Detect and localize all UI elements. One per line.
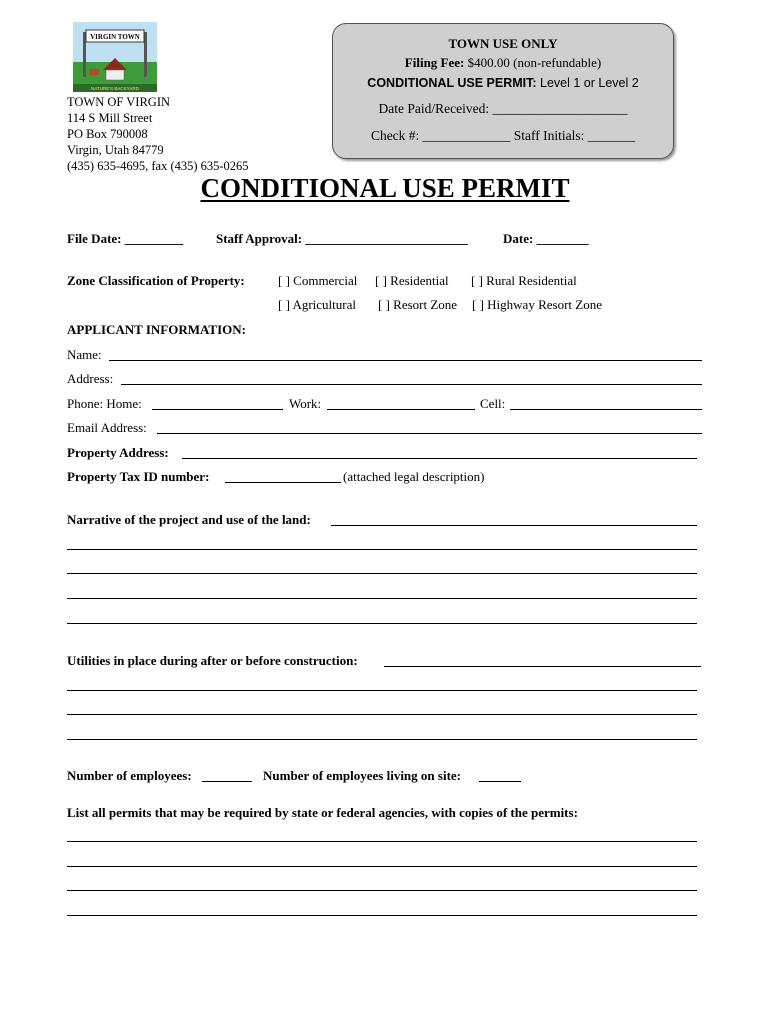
email-label: Email Address: [67,420,147,435]
employees-count-field[interactable] [202,781,252,782]
zone-rural-residential-checkbox[interactable]: [ ] Rural Residential [471,273,577,288]
narrative-line[interactable] [67,573,697,574]
narrative-line[interactable] [67,598,697,599]
zone-label: Zone Classification of Property: [67,273,245,288]
work-phone-field[interactable] [327,409,475,410]
name-field[interactable] [109,360,702,361]
narrative-field-first[interactable] [331,525,697,526]
town-city: Virgin, Utah 84779 [67,143,164,157]
tax-id-field[interactable] [225,482,341,483]
filing-fee [333,55,673,71]
zone-resort-checkbox[interactable]: [ ] Resort Zone [378,297,458,312]
address-label: Address: [67,371,114,386]
tax-id-label: Property Tax ID number: [67,469,210,484]
name-label: Name: [67,347,102,362]
property-address-label: Property Address: [67,445,169,460]
narrative-line[interactable] [67,549,697,550]
fee-label: Filing Fee: [404,55,465,70]
zone-residential-checkbox[interactable]: [ ] Residential [375,273,449,288]
box-heading: TOWN USE ONLY [448,36,558,51]
town-logo [73,22,157,92]
date-paid-field[interactable]: Date Paid/Received: ____________________ [378,101,628,116]
utilities-line[interactable] [67,714,697,715]
permits-line[interactable] [67,866,697,867]
form-title: CONDITIONAL USE PERMIT [200,173,570,203]
employees-onsite-field[interactable] [479,781,521,782]
utilities-label: Utilities in place during after or before construction: [67,653,358,668]
fee-value: $400.00 (non-refundable) [467,55,602,70]
town-address-block [67,94,249,174]
work-label: Work: [289,396,322,411]
permit-level [333,76,673,90]
permits-line[interactable] [67,915,697,916]
narrative-label: Narrative of the project and use of the land: [67,512,311,527]
town-phone: (435) 635-4695, fax (435) 635-0265 [67,159,249,173]
permits-line[interactable] [67,841,697,842]
phone-home-label: Phone: Home: [67,396,142,411]
applicant-heading: APPLICANT INFORMATION: [67,322,246,337]
town-street: 114 S Mill Street [67,111,153,125]
employees-onsite-label: Number of employees living on site: [263,768,461,783]
town-use-only-box [332,23,674,159]
employees-count-label: Number of employees: [67,768,192,783]
tax-id-note: (attached legal description) [343,469,485,484]
permit-level-label: CONDITIONAL USE PERMIT: [367,76,537,90]
cell-label: Cell: [480,396,506,411]
permits-label: List all permits that may be required by state or federal agencies, with copies of the permits: [67,805,578,820]
permit-level-value: Level 1 or Level 2 [540,76,639,90]
utilities-field-first[interactable] [384,666,701,667]
utilities-line[interactable] [67,739,697,740]
svg-text:VIRGIN TOWN: VIRGIN TOWN [90,33,140,41]
svg-text:NATURE'S BACKYARD: NATURE'S BACKYARD [91,86,139,91]
zone-highway-resort-checkbox[interactable]: [ ] Highway Resort Zone [472,297,602,312]
address-field[interactable] [121,384,702,385]
permits-line[interactable] [67,890,697,891]
zone-commercial-checkbox[interactable]: [ ] Commercial [278,273,358,288]
cell-phone-field[interactable] [510,409,702,410]
utilities-line[interactable] [67,690,697,691]
town-po-box: PO Box 790008 [67,127,148,141]
file-date-field[interactable]: File Date: _________ [67,231,184,246]
approval-date-field[interactable]: Date: ________ [503,231,589,246]
phone-home-field[interactable] [152,409,283,410]
property-address-field[interactable] [182,458,697,459]
form-title-wrap [0,173,770,204]
zone-agricultural-checkbox[interactable]: [ ] Agricultural [278,297,356,312]
email-field[interactable] [157,433,702,434]
check-initials-field[interactable]: Check #: _____________ Staff Initials: _______ [370,128,636,143]
town-name: TOWN OF VIRGIN [67,95,171,109]
staff-approval-field[interactable]: Staff Approval: _________________________ [216,231,468,246]
narrative-line[interactable] [67,623,697,624]
